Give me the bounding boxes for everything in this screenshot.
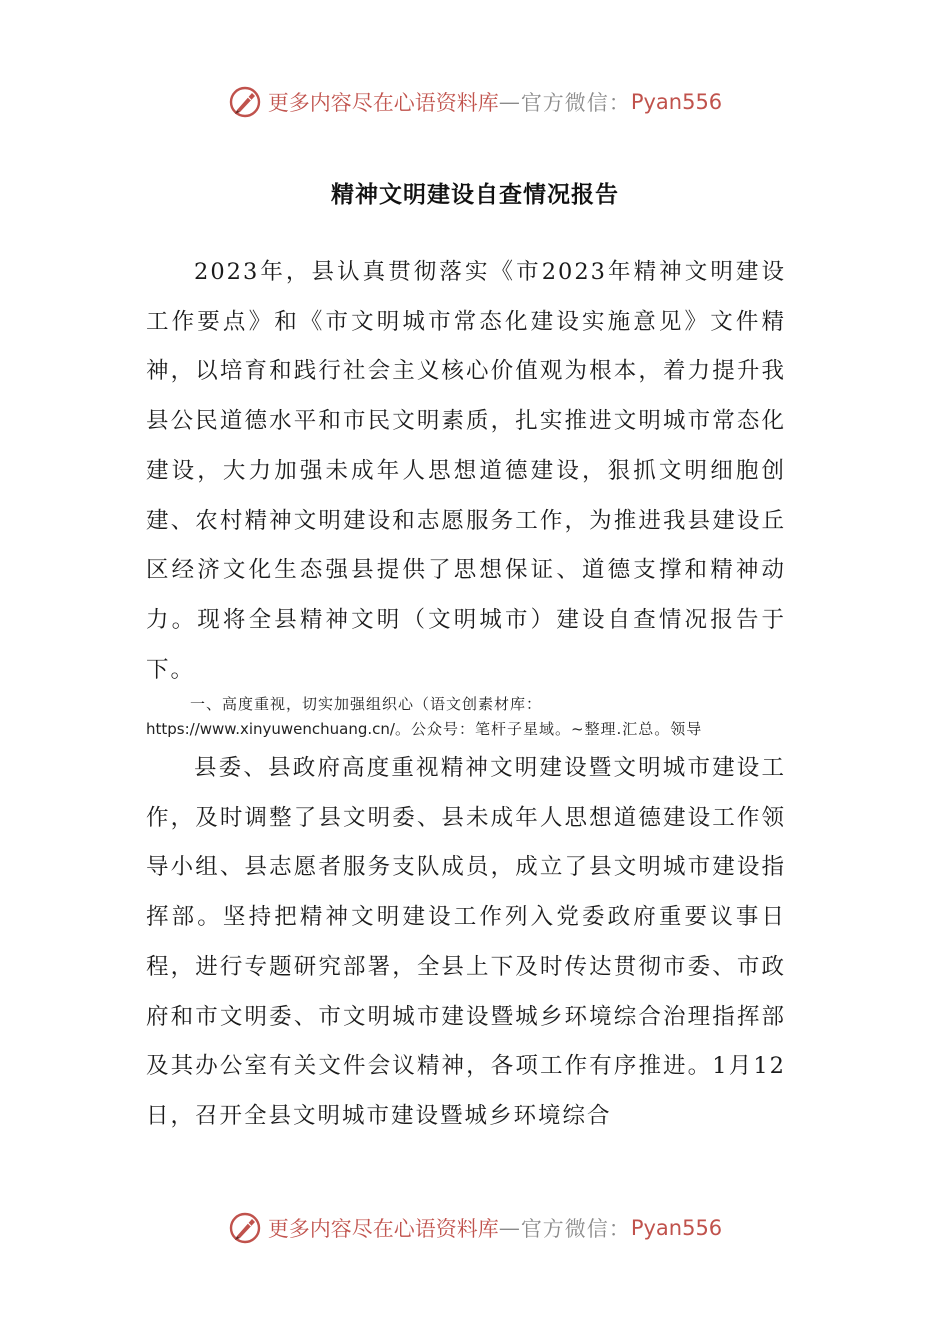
footer-banner <box>0 1208 950 1248</box>
section-heading-url: https://www.xinyuwenchuang.cn/ <box>146 720 395 738</box>
section-heading-part-2: 。公众号：笔杆子星域。~整理.汇总。领导 <box>394 720 703 738</box>
body-paragraph-2: 县委、县政府高度重视精神文明建设暨文明城市建设工作，及时调整了县文明委、县未成年人思想道德建设工作领导小组、县志愿者服务支队成员，成立了县文明城市建设指挥部。坚持把精神文明建设工作列入党委政府重要议事日程，进行专题研究部署，全县上下及时传达贯彻市委、市政府和市文明委、市文明城市建设暨城乡环境综合治理指挥部及其办公室有关文件会议精神，各项工作有序推进。1月12日，召开全县文明城市建设暨城乡环境综合 <box>146 755 786 1129</box>
banner-official-label: 官方微信： <box>520 91 631 115</box>
pen-circle-logo-icon <box>228 85 262 119</box>
banner-official-label: 官方微信： <box>520 1217 631 1241</box>
banner-dash: — <box>498 90 521 114</box>
section-heading-part-1: 一、高度重视，切实加强组织心（语文创素材库： <box>190 695 543 713</box>
pen-circle-logo-icon <box>228 1211 262 1245</box>
banner-wechat-id: Pyan556 <box>630 1216 723 1240</box>
header-banner <box>0 82 950 122</box>
banner-main-text: 更多内容尽在心语资料库 <box>267 1217 499 1241</box>
banner-main-text: 更多内容尽在心语资料库 <box>267 91 499 115</box>
section-heading <box>146 692 786 742</box>
body-paragraph-1: 2023年，县认真贯彻落实《市2023年精神文明建设工作要点》和《市文明城市常态化建设实施意见》文件精神，以培育和践行社会主义核心价值观为根本，着力提升我县公民道德水平和市民文明素质，扎实推进文明城市常态化建设，大力加强未成年人思想道德建设，狠抓文明细胞创建、农村精神文明建设和志愿服务工作，为推进我县建设丘区经济文化生态强县提供了思想保证、道德支撑和精神动力。现将全县精神文明（文明城市）建设自查情况报告于下。 <box>146 259 786 683</box>
document-title: 精神文明建设自查情况报告 <box>331 182 619 208</box>
banner-wechat-id: Pyan556 <box>630 90 723 114</box>
banner-dash: — <box>498 1216 521 1240</box>
